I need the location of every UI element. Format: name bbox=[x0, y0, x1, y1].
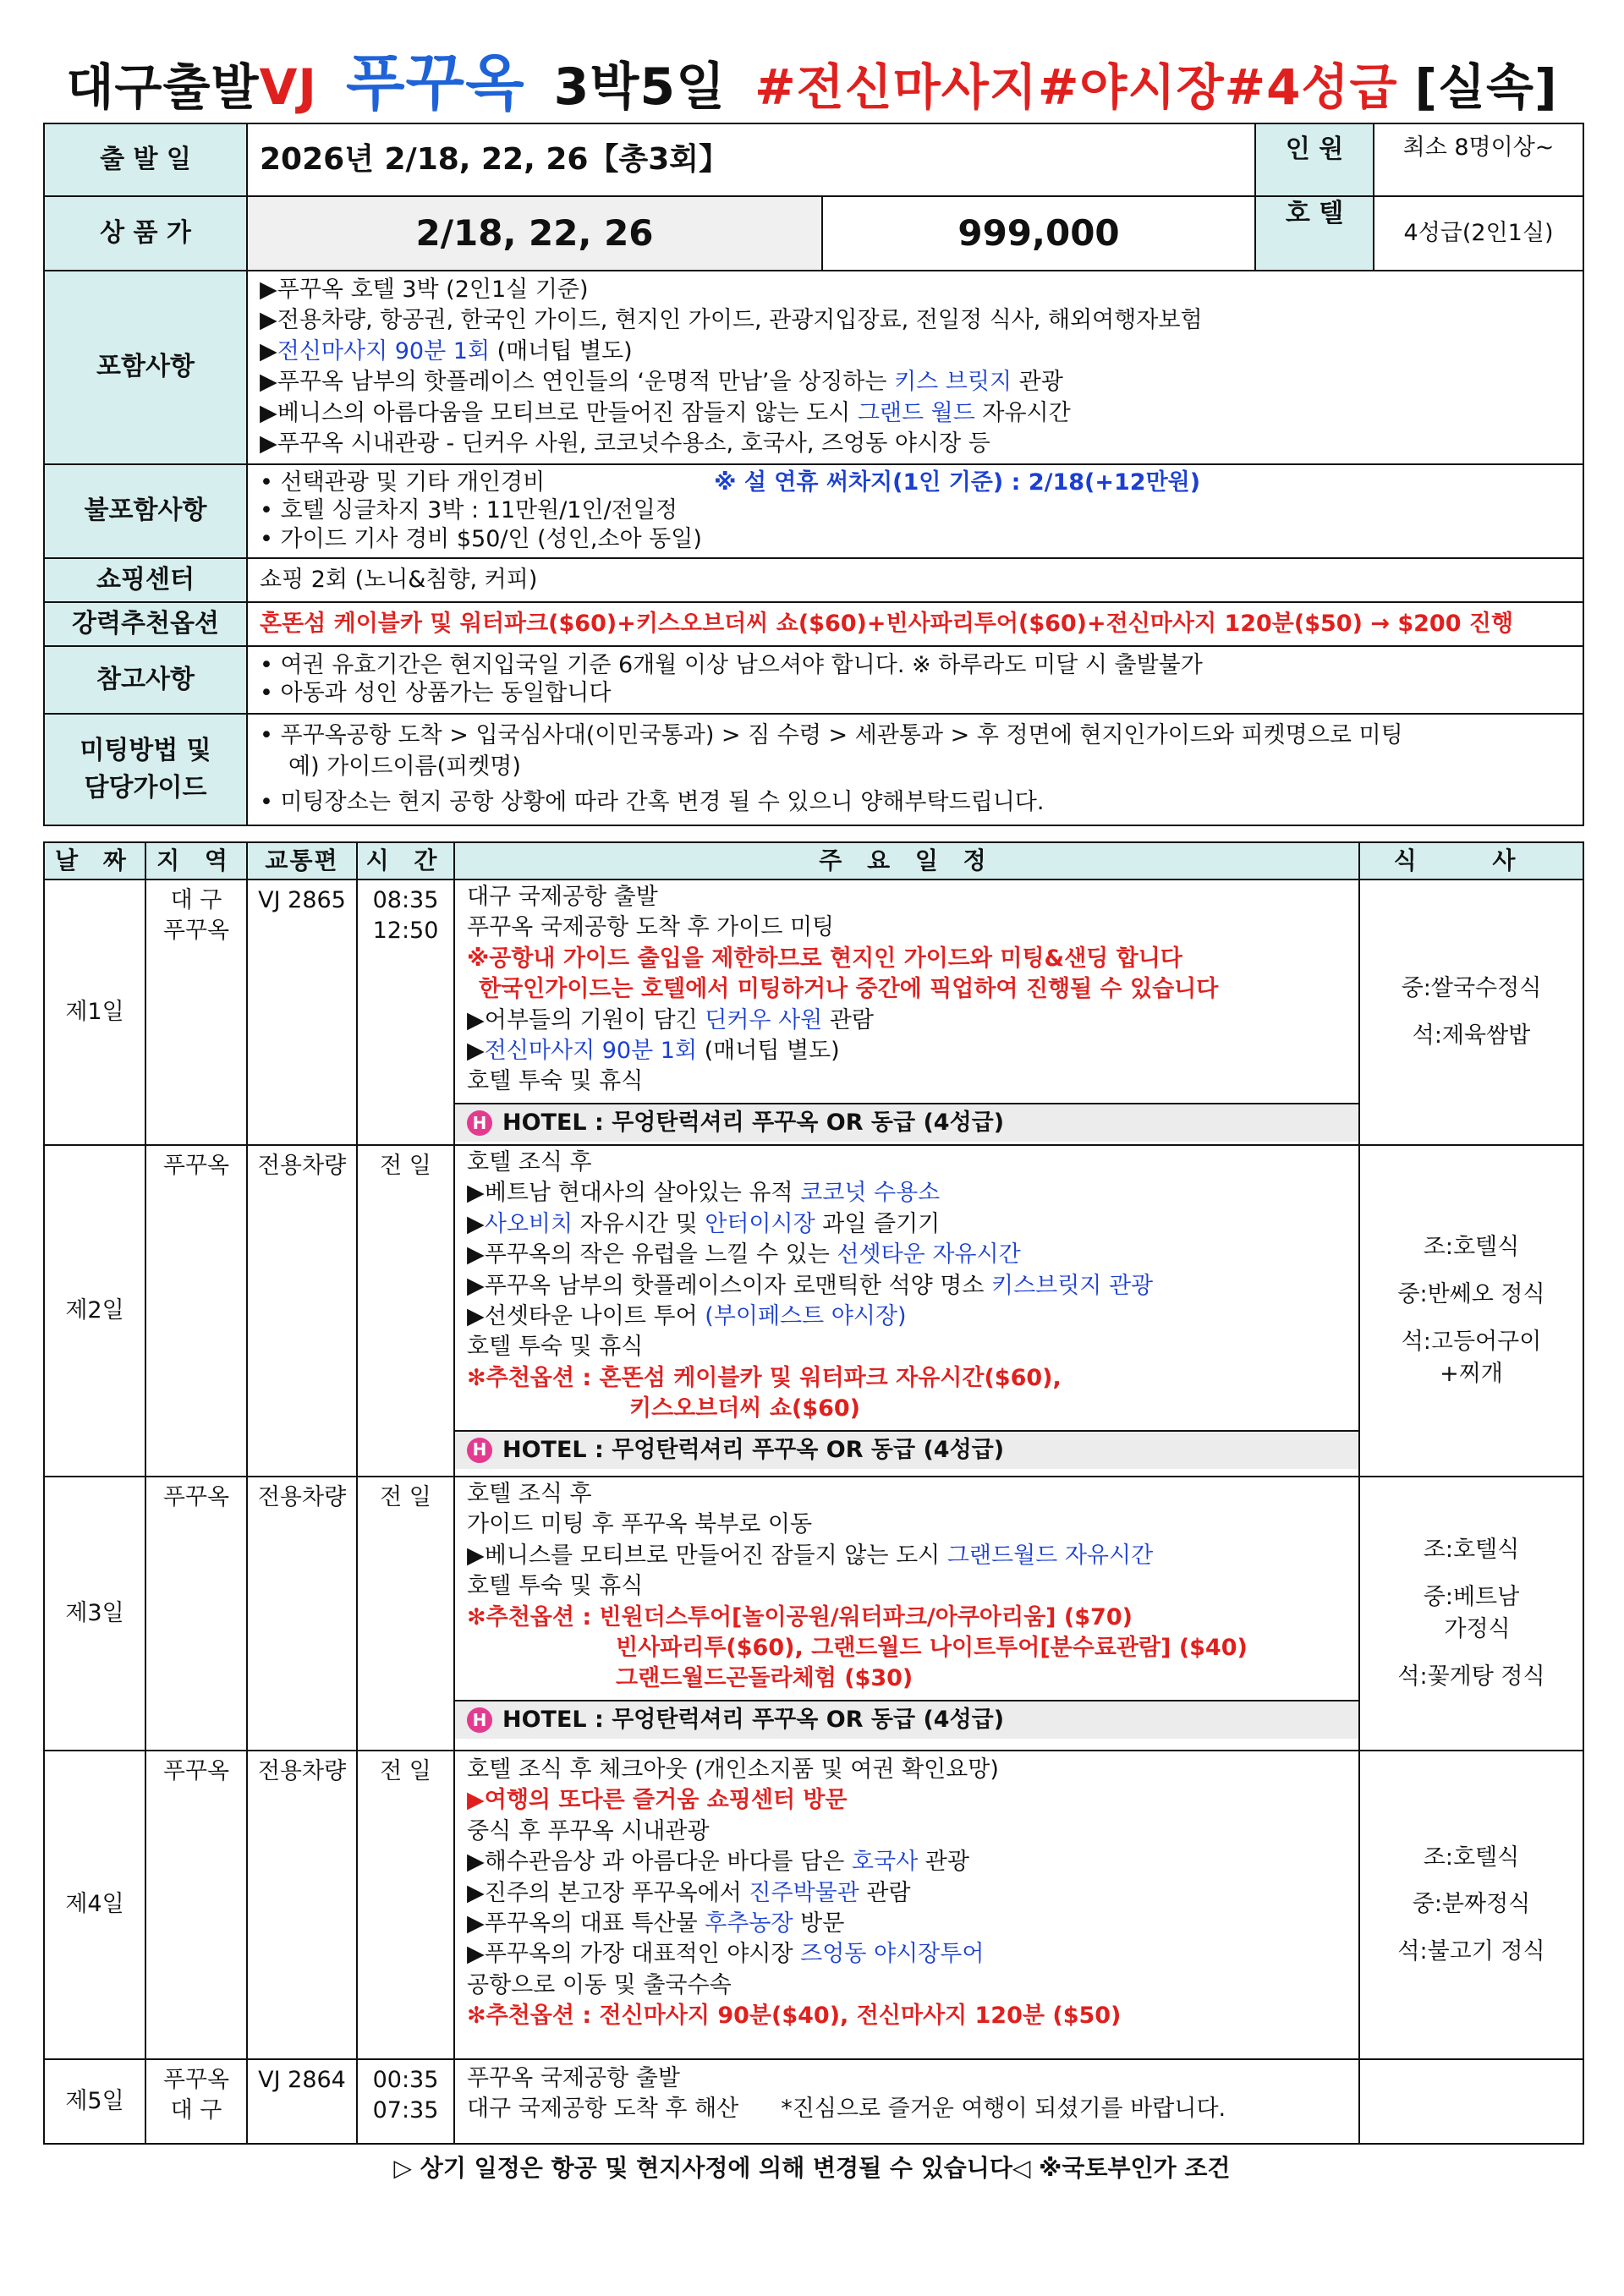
plan-option: 그랜드월드곤돌라체험 ($30) bbox=[616, 1665, 914, 1692]
schedule-row-day4 bbox=[44, 1751, 1583, 2059]
region: 푸꾸옥 bbox=[145, 1751, 247, 2059]
plan-item: ▶ 전신마사지 90분 1회 (매너팁 별도) bbox=[467, 1036, 1347, 1066]
price-label: 상 품 가 bbox=[44, 196, 247, 271]
included-item: ▶ 푸꾸옥 남부의 핫플레이스 연인들의 ‘운명적 만남’을 상징하는 키스 브릿지 관광 bbox=[260, 367, 1571, 397]
day-label: 제2일 bbox=[44, 1145, 145, 1477]
col-header-day: 날 짜 bbox=[44, 842, 145, 879]
schedule-row-day2 bbox=[44, 1145, 1583, 1477]
plan-item: 대구 국제공항 출발 bbox=[467, 883, 658, 910]
time: 전 일 bbox=[357, 1145, 454, 1477]
holiday-surcharge-note: ※ 설 연휴 써차지(1인 기준) : 2/18(+12만원) bbox=[714, 469, 1201, 496]
included-list bbox=[247, 271, 1583, 464]
plan-item: ▶ 베니스를 모티브로 만들어진 잠들지 않는 도시 그랜드월드 자유시간 bbox=[467, 1541, 1347, 1571]
plan-item: ▶ 선셋타운 나이트 투어 (부이페스트 야시장) bbox=[467, 1301, 1347, 1332]
price-dates: 2/18, 22, 26 bbox=[247, 196, 822, 271]
plan-item: 호텔 조식 후 체크아웃 (개인소지품 및 여권 확인요망) bbox=[467, 1756, 999, 1783]
col-header-plan: 주 요 일 정 bbox=[454, 842, 1359, 879]
plan-item: ▶ 푸꾸옥의 가장 대표적인 야시장 즈엉동 야시장투어 bbox=[467, 1939, 1347, 1970]
meals: 중:쌀국수정식 석:제육쌈밥 bbox=[1359, 879, 1583, 1145]
transport: 전용차량 bbox=[247, 1145, 357, 1477]
plan-option: ✻추천옵션 : 전신마사지 90분($40), 전신마사지 120분 ($50) bbox=[467, 2003, 1122, 2030]
included-item: ▶ 전신마사지 90분 1회 (매너팁 별도) bbox=[260, 337, 1571, 367]
departure-label: 출 발 일 bbox=[44, 123, 247, 196]
people-value: 최소 8명이상~ bbox=[1374, 123, 1583, 196]
plan-notice: 한국인가이드는 호텔에서 미팅하거나 중간에 픽업하여 진행될 수 있습니다 bbox=[479, 976, 1219, 1003]
schedule-row-day5 bbox=[44, 2059, 1583, 2144]
day-plan bbox=[454, 879, 1359, 1145]
time: 08:35 12:50 bbox=[357, 879, 454, 1145]
region: 푸꾸옥 bbox=[145, 1477, 247, 1751]
plan-item: 호텔 조식 후 bbox=[467, 1148, 592, 1175]
title-suffix: [실속] bbox=[1414, 58, 1558, 116]
plan-item: ▶ 푸꾸옥의 작은 유럽을 느낄 수 있는 선셋타운 자유시간 bbox=[467, 1240, 1347, 1270]
plan-item: ▶ 해수관음상 과 아름다운 바다를 담은 호국사 관광 bbox=[467, 1847, 1347, 1877]
included-label: 포함사항 bbox=[44, 271, 247, 464]
col-header-transport: 교통편 bbox=[247, 842, 357, 879]
transport: 전용차량 bbox=[247, 1477, 357, 1751]
notes-item: • 여권 유효기간은 현지입국일 기준 6개월 이상 남으셔야 합니다. ※ 하루라도 미달 시 출발불가 bbox=[260, 652, 1571, 679]
meals: 조:호텔식 중:분짜정식 석:불고기 정식 bbox=[1359, 1751, 1583, 2059]
meals bbox=[1359, 2059, 1583, 2144]
plan-item: 대구 국제공항 도착 후 해산 *진심으로 즐거운 여행이 되셨기를 바랍니다. bbox=[467, 2096, 1226, 2123]
meeting-item: • 미팅장소는 현지 공항 상황에 따라 간혹 변경 될 수 있으니 양해부탁드립니다. bbox=[260, 787, 1571, 818]
plan-item: 호텔 투숙 및 휴식 bbox=[467, 1573, 644, 1600]
plan-option: ✻추천옵션 : 혼똔섬 케이블카 및 워터파크 자유시간($60), bbox=[467, 1364, 1062, 1391]
excluded-label: 불포함사항 bbox=[44, 464, 247, 558]
footer-note: ▷ 상기 일정은 항공 및 현지사정에 의해 변경될 수 있습니다◁ ※국토부인가 조건 bbox=[393, 2154, 1231, 2182]
region: 푸꾸옥 대 구 bbox=[145, 2059, 247, 2144]
transport: 전용차량 bbox=[247, 1751, 357, 2059]
day-plan bbox=[454, 2059, 1359, 2144]
plan-option: 키스오브더씨 쇼($60) bbox=[629, 1395, 861, 1422]
plan-option: ✻추천옵션 : 빈원더스투어[놀이공원/워터파크/아쿠아리움] ($70) bbox=[467, 1603, 1133, 1630]
notes-list bbox=[247, 646, 1583, 714]
meals: 조:호텔식 중:반쎄오 정식 석:고등어구이 +찌개 bbox=[1359, 1145, 1583, 1477]
flight-number: VJ 2865 bbox=[247, 879, 357, 1145]
plan-item: 가이드 미팅 후 푸꾸옥 북부로 이동 bbox=[467, 1511, 813, 1538]
day-plan bbox=[454, 1145, 1359, 1477]
day-label: 제4일 bbox=[44, 1751, 145, 2059]
included-item: ▶ 전용차량, 항공권, 한국인 가이드, 현지인 가이드, 관광지입장료, 전일정 식사, 해외여행자보험 bbox=[260, 305, 1571, 336]
title-duration: 3박5일 bbox=[553, 58, 727, 117]
time: 전 일 bbox=[357, 1751, 454, 2059]
excluded-item: • 가이드 기사 경비 $50/인 (성인,소아 동일) bbox=[260, 525, 1571, 554]
time: 전 일 bbox=[357, 1477, 454, 1751]
plan-item: 공항으로 이동 및 출국수속 bbox=[467, 1971, 732, 1998]
day-label: 제3일 bbox=[44, 1477, 145, 1751]
notes-label: 참고사항 bbox=[44, 646, 247, 714]
plan-item: 호텔 투숙 및 휴식 bbox=[467, 1068, 644, 1095]
plan-item: ▶ 베트남 현대사의 살아있는 유적 코코넛 수용소 bbox=[467, 1178, 1347, 1208]
included-item: ▶ 푸꾸옥 시내관광 - 딘커우 사원, 코코넛수용소, 호국사, 즈엉동 야시장 등 bbox=[260, 429, 1571, 459]
flight-number: VJ 2864 bbox=[247, 2059, 357, 2144]
plan-item: ▶ 푸꾸옥 남부의 핫플레이스이자 로맨틱한 석양 명소 키스브릿지 관광 bbox=[467, 1271, 1347, 1301]
day-plan bbox=[454, 1751, 1359, 2059]
hotel-icon: H bbox=[467, 1438, 492, 1463]
title-destination: 푸꾸옥 bbox=[346, 47, 525, 118]
day-plan bbox=[454, 1477, 1359, 1751]
notes-item: • 아동과 성인 상품가는 동일합니다 bbox=[260, 680, 1571, 707]
hotel-grade: 4성급(2인1실) bbox=[1374, 196, 1583, 271]
col-header-region: 지 역 bbox=[145, 842, 247, 879]
info-table bbox=[43, 123, 1584, 826]
hotel-label: 호 텔 bbox=[1255, 196, 1374, 271]
schedule-row-day3 bbox=[44, 1477, 1583, 1751]
plan-item: 푸꾸옥 국제공항 도착 후 가이드 미팅 bbox=[467, 914, 835, 941]
day-label: 제5일 bbox=[44, 2059, 145, 2144]
hotel-bar: H HOTEL : 무엉탄럭셔리 푸꾸옥 OR 동급 (4성급) bbox=[455, 1430, 1358, 1469]
meeting-item: • 푸꾸옥공항 도착 > 입국심사대(이민국통과) > 짐 수령 > 세관통과 > 후 정면에 현지인가이드와 피켓명으로 미팅 bbox=[260, 721, 1571, 751]
plan-item: 호텔 조식 후 bbox=[467, 1480, 592, 1507]
col-header-meal: 식 사 bbox=[1359, 842, 1583, 879]
shopping-value: 쇼핑 2회 (노니&침향, 커피) bbox=[247, 558, 1583, 602]
plan-option: 빈사파리투($60), 그랜드월드 나이트투어[분수료관람] ($40) bbox=[616, 1634, 1248, 1661]
title-origin: 대구출발 bbox=[66, 58, 260, 116]
hotel-icon: H bbox=[467, 1707, 492, 1733]
region: 대 구 푸꾸옥 bbox=[145, 879, 247, 1145]
col-header-time: 시 간 bbox=[357, 842, 454, 879]
plan-item: ▶ 푸꾸옥의 대표 특산물 후추농장 방문 bbox=[467, 1909, 1347, 1939]
title-tags: #전신마사지#야시장#4성급 bbox=[754, 58, 1398, 116]
hotel-icon: H bbox=[467, 1110, 492, 1136]
hotel-bar: H HOTEL : 무엉탄럭셔리 푸꾸옥 OR 동급 (4성급) bbox=[455, 1700, 1358, 1739]
excluded-item: • 선택관광 및 기타 개인경비 ※ 설 연휴 써차지(1인 기준) : 2/18(+12만원) bbox=[260, 469, 1571, 497]
included-item: ▶ 푸꾸옥 호텔 3박 (2인1실 기준) bbox=[260, 275, 1571, 305]
region: 푸꾸옥 bbox=[145, 1145, 247, 1477]
plan-item: 호텔 투숙 및 휴식 bbox=[467, 1334, 644, 1361]
plan-item: 중식 후 푸꾸옥 시내관광 bbox=[467, 1817, 710, 1844]
plan-item: ▶ 어부들의 기원이 담긴 딘커우 사원 관람 bbox=[467, 1006, 1347, 1036]
plan-notice: ※공항내 가이드 출입을 제한하므로 현지인 가이드와 미팅&샌딩 합니다 bbox=[467, 945, 1182, 972]
meals: 조:호텔식 중:베트남 가정식 석:꽃게탕 정식 bbox=[1359, 1477, 1583, 1751]
options-value: 혼똔섬 케이블카 및 워터파크($60)+키스오브더씨 쇼($60)+빈사파리투어($60)+전신마사지 120분($50) → $200 진행 bbox=[247, 602, 1583, 646]
excluded-list bbox=[247, 464, 1583, 558]
people-label: 인 원 bbox=[1255, 123, 1374, 196]
departure-value: 2026년 2/18, 22, 26【총3회】 bbox=[247, 123, 1255, 196]
day-label: 제1일 bbox=[44, 879, 145, 1145]
schedule-table bbox=[43, 841, 1584, 2145]
hotel-bar: H HOTEL : 무엉탄럭셔리 푸꾸옥 OR 동급 (4성급) bbox=[455, 1103, 1358, 1142]
meeting-item: 예) 가이드이름(피켓명) bbox=[288, 753, 521, 780]
price-amount: 999,000 bbox=[822, 196, 1255, 271]
plan-item: ▶ 여행의 또다른 즐거움 쇼핑센터 방문 bbox=[467, 1785, 1347, 1816]
plan-item: ▶ 진주의 본고장 푸꾸옥에서 진주박물관 관람 bbox=[467, 1878, 1347, 1909]
excluded-item: • 호텔 싱글차지 3박 : 11만원/1인/전일정 bbox=[260, 496, 1571, 525]
included-item: ▶ 베니스의 아름다움을 모티브로 만들어진 잠들지 않는 도시 그랜드 월드 자유시간 bbox=[260, 398, 1571, 429]
time: 00:35 07:35 bbox=[357, 2059, 454, 2144]
meeting-list bbox=[247, 714, 1583, 825]
shopping-label: 쇼핑센터 bbox=[44, 558, 247, 602]
options-label: 강력추천옵션 bbox=[44, 602, 247, 646]
schedule-row-day1 bbox=[44, 879, 1583, 1145]
title-airline: VJ bbox=[259, 58, 317, 116]
plan-item: 푸꾸옥 국제공항 출발 bbox=[467, 2064, 680, 2091]
page-title bbox=[0, 42, 1624, 124]
meeting-label: 미팅방법 및 담당가이드 bbox=[44, 714, 247, 825]
plan-item: ▶ 사오비치 자유시간 및 안터이시장 과일 즐기기 bbox=[467, 1209, 1347, 1240]
